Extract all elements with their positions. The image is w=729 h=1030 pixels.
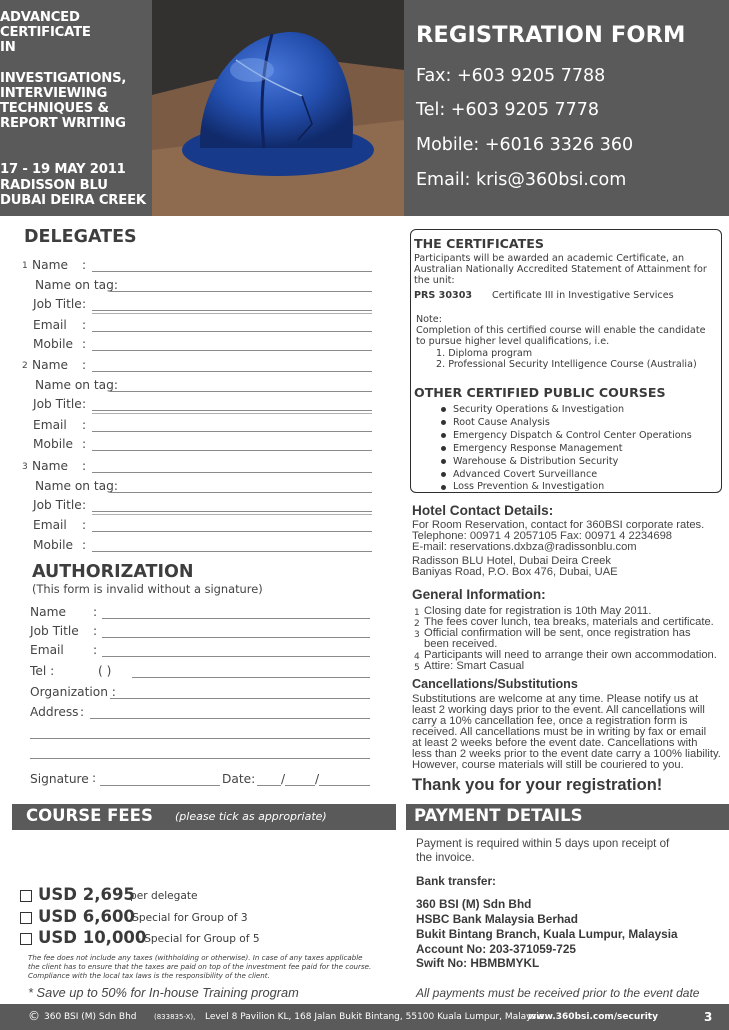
event-venue-line: RADISSON BLU bbox=[0, 178, 108, 193]
cancellation-line: carry a 10% cancellation fee, once a registration form is bbox=[412, 715, 688, 727]
hotel-line: Radisson BLU Hotel, Dubai Deira Creek bbox=[412, 555, 611, 567]
auth-name-label: Name bbox=[30, 605, 66, 619]
delegate-1-job-field[interactable] bbox=[92, 297, 372, 311]
auth-job-field[interactable] bbox=[102, 624, 370, 638]
delegate-job-label: Job Title bbox=[33, 297, 82, 311]
header-contact-panel bbox=[404, 0, 729, 216]
colon: : bbox=[93, 624, 98, 638]
contact-email: Email: kris@360bsi.com bbox=[416, 170, 627, 190]
course-item: Emergency Dispatch & Control Center Operations bbox=[453, 430, 692, 441]
course-fees-title: COURSE FEES bbox=[26, 806, 153, 825]
course-item: Advanced Covert Surveillance bbox=[453, 469, 598, 480]
bank-detail-line: Bukit Bintang Branch, Kuala Lumpur, Malaysia bbox=[416, 927, 678, 941]
course-title-line: INVESTIGATIONS, bbox=[0, 71, 127, 86]
payment-title: PAYMENT DETAILS bbox=[414, 806, 583, 825]
hotel-line: E-mail: reservations.dxbza@radissonblu.com bbox=[412, 541, 637, 553]
colon: : bbox=[82, 397, 87, 411]
footer-bar bbox=[0, 1004, 729, 1030]
header-course-panel bbox=[0, 0, 152, 216]
delegate-mobile-label: Mobile bbox=[33, 437, 73, 451]
course-title-line: IN bbox=[0, 40, 16, 55]
payment-bar bbox=[406, 804, 729, 830]
delegate-1-email-field[interactable] bbox=[92, 318, 372, 332]
thank-you-message: Thank you for your registration! bbox=[412, 776, 663, 794]
bank-detail-line: Swift No: HBMBMYKL bbox=[416, 956, 540, 970]
course-item: Warehouse & Distribution Security bbox=[453, 456, 619, 467]
hard-hat-photo bbox=[152, 0, 404, 216]
footer-reg-number: (833835-X), bbox=[154, 1013, 196, 1021]
course-fees-hint: (please tick as appropriate) bbox=[175, 810, 327, 823]
auth-email-label: Email bbox=[30, 643, 64, 657]
fax-number: Fax: +603 9205 7788 bbox=[416, 66, 606, 86]
course-fees-bar bbox=[12, 804, 396, 830]
course-title-line: CERTIFICATE bbox=[0, 25, 91, 40]
info-index: 4 bbox=[414, 652, 420, 662]
other-courses-title: OTHER CERTIFIED PUBLIC COURSES bbox=[414, 385, 666, 400]
course-item: Loss Prevention & Investigation bbox=[453, 481, 605, 492]
colon: : bbox=[82, 258, 87, 272]
delegate-2-name-field[interactable] bbox=[92, 358, 372, 372]
delegate-3-mobile-field[interactable] bbox=[92, 538, 372, 552]
delegate-tag-label: Name on tag: bbox=[35, 278, 118, 292]
info-index: 2 bbox=[414, 619, 420, 629]
info-index: 1 bbox=[414, 608, 420, 618]
colon: : bbox=[82, 437, 87, 451]
bank-detail-line: HSBC Bank Malaysia Berhad bbox=[416, 912, 578, 926]
info-index: 3 bbox=[414, 630, 420, 640]
colon: : bbox=[82, 459, 87, 473]
delegate-tag-label: Name on tag: bbox=[35, 378, 118, 392]
fee-option-2-price: USD 6,600 bbox=[38, 907, 135, 926]
info-item: Attire: Smart Casual bbox=[424, 660, 525, 672]
fee-option-1-checkbox[interactable] bbox=[20, 890, 32, 902]
delegate-index: 3 bbox=[22, 462, 28, 472]
date-separator: / bbox=[315, 772, 320, 786]
hotel-line: Baniyas Road, P.O. Box 476, Dubai, UAE bbox=[412, 566, 618, 578]
authorization-subtitle: (This form is invalid without a signature) bbox=[32, 582, 263, 596]
bullet-icon bbox=[441, 472, 446, 477]
info-item: Closing date for registration is 10th May 2011. bbox=[424, 605, 652, 617]
colon: : bbox=[82, 337, 87, 351]
tax-note-line: the client has to ensure that the taxes are paid on top of the investment fee paid for the course. bbox=[28, 962, 372, 971]
colon: : bbox=[93, 605, 98, 619]
copyright-icon: © bbox=[28, 1009, 40, 1023]
hotel-title: Hotel Contact Details: bbox=[412, 503, 554, 518]
fee-option-2-checkbox[interactable] bbox=[20, 912, 32, 924]
auth-org-label: Organization : bbox=[30, 685, 116, 699]
bank-detail-line: 360 BSI (M) Sdn Bhd bbox=[416, 897, 532, 911]
auth-tel-field[interactable] bbox=[132, 664, 370, 678]
bank-transfer-title: Bank transfer: bbox=[416, 874, 496, 888]
delegate-email-label: Email bbox=[33, 518, 67, 532]
cancellation-line: at least 2 weeks before the event date. Cancellations with bbox=[412, 737, 698, 749]
payment-line: Payment is required within 5 days upon receipt of bbox=[416, 837, 670, 850]
fee-option-3-price: USD 10,000 bbox=[38, 928, 147, 947]
auth-signature-label: Signature bbox=[30, 772, 89, 786]
certificates-intro-line: the unit: bbox=[414, 275, 455, 286]
course-title-line: TECHNIQUES & bbox=[0, 101, 109, 116]
date-separator: / bbox=[281, 772, 286, 786]
qualification-item: 1. Diploma program bbox=[436, 348, 533, 359]
course-item: Security Operations & Investigation bbox=[453, 404, 625, 415]
course-title-line: ADVANCED bbox=[0, 10, 80, 25]
fee-option-1-note: per delegate bbox=[130, 890, 198, 902]
fee-option-1-price: USD 2,695 bbox=[38, 885, 135, 904]
bullet-icon bbox=[441, 433, 446, 438]
delegate-3-name-field[interactable] bbox=[92, 459, 372, 473]
fee-option-2-note: - Special for Group of 3 bbox=[125, 912, 248, 924]
note-line: to pursue higher level qualifications, i.e. bbox=[416, 336, 610, 347]
cancellation-line: least 2 working days prior to the event. All cancellations will bbox=[412, 704, 705, 716]
event-date: 17 - 19 MAY 2011 bbox=[0, 162, 126, 177]
form-title: REGISTRATION FORM bbox=[416, 22, 686, 48]
colon: : bbox=[82, 498, 87, 512]
auth-job-label: Job Title bbox=[30, 624, 79, 638]
cancellation-line: However, course materials will still be couriered to you. bbox=[412, 759, 684, 771]
fee-option-3-checkbox[interactable] bbox=[20, 933, 32, 945]
bullet-icon bbox=[441, 407, 446, 412]
cancellations-title: Cancellations/Substitutions bbox=[412, 677, 578, 691]
delegate-2-job-field[interactable] bbox=[92, 397, 372, 411]
footer-address: Level 8 Pavilion KL, 168 Jalan Bukit Bintang, 55100 Kuala Lumpur, Malaysia. bbox=[205, 1012, 548, 1022]
delegate-3-tag-field[interactable] bbox=[110, 479, 372, 493]
delegate-3-email-field[interactable] bbox=[92, 518, 372, 532]
payment-line: the invoice. bbox=[416, 851, 475, 864]
delegate-name-label: Name bbox=[32, 459, 68, 473]
page-number: 3 bbox=[704, 1010, 713, 1024]
unit-code: PRS 30303 bbox=[414, 290, 473, 301]
delegate-tag-label: Name on tag: bbox=[35, 479, 118, 493]
hotel-line: Telephone: 00971 4 2057105 Fax: 00971 4 2234698 bbox=[412, 530, 673, 542]
delegate-mobile-label: Mobile bbox=[33, 337, 73, 351]
course-item: Emergency Response Management bbox=[453, 443, 623, 454]
delegate-mobile-label: Mobile bbox=[33, 538, 73, 552]
colon: : bbox=[82, 358, 87, 372]
course-title-line: REPORT WRITING bbox=[0, 116, 126, 131]
bank-detail-line: Account No: 203-371059-725 bbox=[416, 942, 576, 956]
colon: : bbox=[80, 705, 85, 719]
info-item-continued: been received. bbox=[424, 638, 498, 650]
delegate-email-label: Email bbox=[33, 418, 67, 432]
delegate-2-email-field[interactable] bbox=[92, 418, 372, 432]
tel-number: Tel: +603 9205 7778 bbox=[416, 100, 600, 120]
auth-email-field[interactable] bbox=[102, 643, 370, 657]
auth-address-field[interactable] bbox=[90, 705, 370, 719]
auth-address-label: Address bbox=[30, 705, 79, 719]
colon: : bbox=[82, 518, 87, 532]
auth-org-field[interactable] bbox=[110, 685, 370, 699]
bullet-icon bbox=[441, 459, 446, 464]
delegate-index: 2 bbox=[22, 361, 28, 371]
authorization-title: AUTHORIZATION bbox=[32, 562, 194, 582]
colon: : bbox=[92, 771, 97, 785]
delegate-index: 1 bbox=[22, 261, 28, 271]
auth-date-label: Date: bbox=[222, 772, 256, 786]
colon: : bbox=[82, 297, 87, 311]
qualification-item: 2. Professional Security Intelligence Course (Australia) bbox=[436, 359, 697, 370]
delegate-email-label: Email bbox=[33, 318, 67, 332]
general-info-title: General Information: bbox=[412, 587, 546, 602]
cancellation-line: less than 2 weeks prior to the event date carry a 100% liability. bbox=[412, 748, 721, 760]
info-item: The fees cover lunch, tea breaks, materials and certificate. bbox=[424, 616, 714, 628]
delegate-1-mobile-field[interactable] bbox=[92, 337, 372, 351]
unit-name: Certificate III in Investigative Services bbox=[492, 290, 674, 301]
delegate-3-job-field[interactable] bbox=[92, 498, 372, 512]
note-label: Note: bbox=[416, 314, 442, 325]
payment-note: All payments must be received prior to the event date bbox=[416, 986, 700, 1000]
cancellation-line: Substitutions are welcome at any time. Please notify us at bbox=[412, 693, 699, 705]
delegate-2-tag-field[interactable] bbox=[110, 378, 372, 392]
delegate-name-label: Name bbox=[32, 258, 68, 272]
inhouse-note: * Save up to 50% for In-house Training program bbox=[28, 985, 299, 1000]
auth-address-field-line-3[interactable] bbox=[30, 745, 370, 759]
auth-name-field[interactable] bbox=[102, 605, 370, 619]
auth-address-field-line-2[interactable] bbox=[30, 725, 370, 739]
bullet-icon bbox=[441, 485, 446, 490]
course-title-line: INTERVIEWING bbox=[0, 86, 108, 101]
colon: : bbox=[82, 418, 87, 432]
delegate-2-mobile-field[interactable] bbox=[92, 437, 372, 451]
mobile-number: Mobile: +6016 3326 360 bbox=[416, 135, 634, 155]
delegate-job-label: Job Title bbox=[33, 397, 82, 411]
delegate-name-label: Name bbox=[32, 358, 68, 372]
event-venue-line: DUBAI DEIRA CREEK bbox=[0, 193, 146, 208]
delegates-title: DELEGATES bbox=[24, 227, 137, 247]
hotel-line: For Room Reservation, contact for 360BSI corporate rates. bbox=[412, 519, 705, 531]
bullet-icon bbox=[441, 446, 446, 451]
footer-url-link[interactable]: www.360bsi.com/security bbox=[528, 1012, 658, 1022]
colon: : bbox=[82, 538, 87, 552]
info-item: Official confirmation will be sent, once registration has bbox=[424, 627, 691, 639]
footer-company: 360 BSI (M) Sdn Bhd bbox=[44, 1012, 137, 1022]
auth-tel-area-code: ( ) bbox=[98, 664, 112, 678]
delegate-1-tag-field[interactable] bbox=[110, 278, 372, 292]
certificates-title: THE CERTIFICATES bbox=[414, 236, 544, 251]
course-item: Root Cause Analysis bbox=[453, 417, 550, 428]
tax-note-line: The fee does not include any taxes (withholding or otherwise). In case of any taxes applicable bbox=[28, 953, 363, 962]
delegate-job-label: Job Title bbox=[33, 498, 82, 512]
certificates-intro-line: Participants will be awarded an academic Certificate, an bbox=[414, 253, 685, 264]
fee-option-3-note: - Special for Group of 5 bbox=[137, 933, 260, 945]
info-item: Participants will need to arrange their own accommodation. bbox=[424, 649, 717, 661]
certificates-intro-line: Australian Nationally Accredited Statement of Attainment for bbox=[414, 264, 707, 275]
note-line: Completion of this certified course will enable the candidate bbox=[416, 325, 706, 336]
colon: : bbox=[93, 643, 98, 657]
info-index: 5 bbox=[414, 663, 420, 673]
bullet-icon bbox=[441, 420, 446, 425]
auth-tel-label: Tel : bbox=[30, 664, 55, 678]
tax-note-line: Compliance with the local tax laws is the responsibility of the client. bbox=[28, 971, 270, 980]
cancellation-line: received. All cancellations must be in writing by fax or email bbox=[412, 726, 707, 738]
delegate-1-name-field[interactable] bbox=[92, 258, 372, 272]
colon: : bbox=[82, 318, 87, 332]
